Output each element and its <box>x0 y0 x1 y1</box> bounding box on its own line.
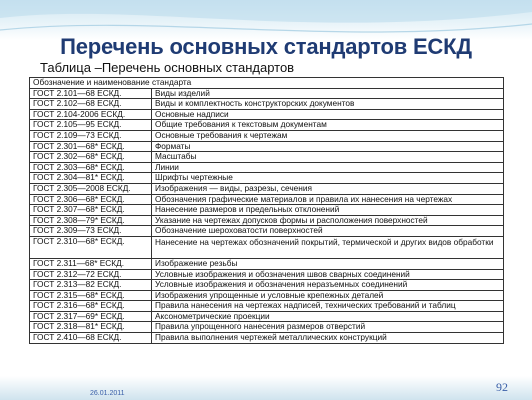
standard-code: ГОСТ 2.306—68* ЕСКД. <box>30 194 152 205</box>
table-row <box>30 205 504 216</box>
table-caption: Таблица –Перечень основных стандартов <box>40 60 295 75</box>
table-row <box>30 236 504 258</box>
standard-code: ГОСТ 2.104-2006 ЕСКД. <box>30 109 152 120</box>
table-row <box>30 141 504 152</box>
table-row <box>30 333 504 344</box>
table-row <box>30 280 504 291</box>
standard-name: Нанесение на чертежах обозначений покрытий, термической и других видов обработки <box>152 236 504 258</box>
slide-date: 26.01.2011 <box>90 390 125 397</box>
table-row <box>30 226 504 237</box>
table-row <box>30 99 504 110</box>
standard-name: Условные изображения и обозначения швов сварных соединений <box>152 269 504 280</box>
standard-code: ГОСТ 2.318—81* ЕСКД. <box>30 322 152 333</box>
standard-code: ГОСТ 2.301—68* ЕСКД. <box>30 141 152 152</box>
standard-name: Общие требования к текстовым документам <box>152 120 504 131</box>
table-row <box>30 120 504 131</box>
standard-name: Нанесение размеров и предельных отклонений <box>152 205 504 216</box>
standard-name: Условные изображения и обозначения неразъемных соединений <box>152 280 504 291</box>
standard-name: Правила выполнения чертежей металлических конструкций <box>152 333 504 344</box>
table-row <box>30 173 504 184</box>
standards-table <box>29 77 504 344</box>
table-row <box>30 194 504 205</box>
standard-name: Изображение резьбы <box>152 258 504 269</box>
standard-name: Изображения — виды, разрезы, сечения <box>152 183 504 194</box>
standard-code: ГОСТ 2.315—68* ЕСКД. <box>30 290 152 301</box>
standard-name: Масштабы <box>152 152 504 163</box>
standard-code: ГОСТ 2.410—68 ЕСКД. <box>30 333 152 344</box>
table-row <box>30 269 504 280</box>
footer-background <box>0 376 532 400</box>
page-number: 92 <box>496 380 508 394</box>
standard-name: Обозначения графические материалов и правила их нанесения на чертежах <box>152 194 504 205</box>
slide-title: Перечень основных стандартов ЕСКД <box>60 34 472 59</box>
standard-code: ГОСТ 2.102—68 ЕСКД. <box>30 99 152 110</box>
standard-code: ГОСТ 2.311—68* ЕСКД. <box>30 258 152 269</box>
standard-name: Основные надписи <box>152 109 504 120</box>
table-row <box>30 162 504 173</box>
standard-code: ГОСТ 2.317—69* ЕСКД. <box>30 311 152 322</box>
standard-code: ГОСТ 2.309—73 ЕСКД. <box>30 226 152 237</box>
standard-name: Правила упрощенного нанесения размеров отверстий <box>152 322 504 333</box>
table-row <box>30 152 504 163</box>
standard-code: ГОСТ 2.310—68* ЕСКД. <box>30 236 152 258</box>
table-row <box>30 258 504 269</box>
standard-name: Изображения упрощенные и условные крепежных деталей <box>152 290 504 301</box>
standard-code: ГОСТ 2.313—82 ЕСКД. <box>30 280 152 291</box>
standard-code: ГОСТ 2.316—68* ЕСКД. <box>30 301 152 312</box>
table-row <box>30 183 504 194</box>
standard-code: ГОСТ 2.101—68 ЕСКД. <box>30 88 152 99</box>
standard-name: Форматы <box>152 141 504 152</box>
standard-name: Обозначение шероховатости поверхностей <box>152 226 504 237</box>
standard-name: Шрифты чертежные <box>152 173 504 184</box>
standard-name: Аксонометрические проекции <box>152 311 504 322</box>
table-row <box>30 311 504 322</box>
standard-code: ГОСТ 2.304—81* ЕСКД. <box>30 173 152 184</box>
table-row <box>30 322 504 333</box>
standard-name: Линии <box>152 162 504 173</box>
standard-name: Виды изделий <box>152 88 504 99</box>
table-row <box>30 130 504 141</box>
standard-code: ГОСТ 2.305—2008 ЕСКД. <box>30 183 152 194</box>
standard-code: ГОСТ 2.302—68* ЕСКД. <box>30 152 152 163</box>
standard-name: Основные требования к чертежам <box>152 130 504 141</box>
standard-code: ГОСТ 2.105—95 ЕСКД. <box>30 120 152 131</box>
standard-code: ГОСТ 2.109—73 ЕСКД. <box>30 130 152 141</box>
table-row <box>30 290 504 301</box>
table-row <box>30 215 504 226</box>
standard-code: ГОСТ 2.307—68* ЕСКД. <box>30 205 152 216</box>
table-header-row <box>30 78 504 89</box>
table-header: Обозначение и наименование стандарта <box>30 78 504 89</box>
standard-name: Указание на чертежах допусков формы и расположения поверхностей <box>152 215 504 226</box>
standard-code: ГОСТ 2.308—79* ЕСКД. <box>30 215 152 226</box>
table-row <box>30 88 504 99</box>
standard-name: Виды и комплектность конструкторских документов <box>152 99 504 110</box>
table-row <box>30 109 504 120</box>
standard-name: Правила нанесения на чертежах надписей, технических требований и таблиц <box>152 301 504 312</box>
standard-code: ГОСТ 2.303—68* ЕСКД. <box>30 162 152 173</box>
standard-code: ГОСТ 2.312—72 ЕСКД. <box>30 269 152 280</box>
table-row <box>30 301 504 312</box>
